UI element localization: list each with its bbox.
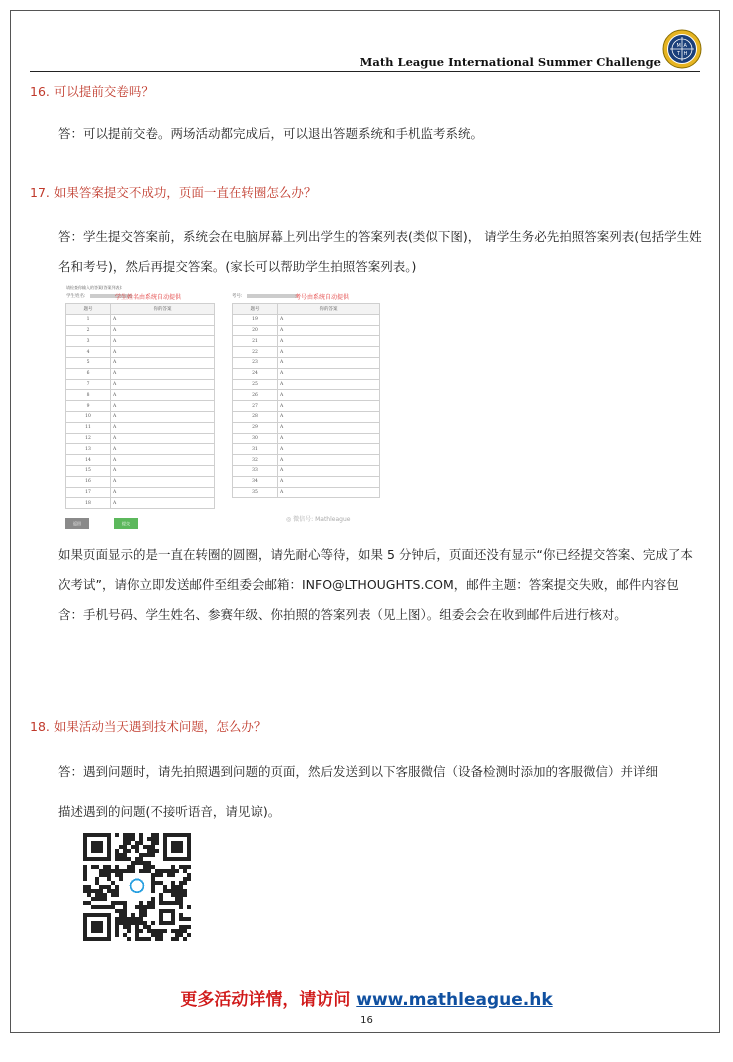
question-number-cell: 13 <box>66 444 111 455</box>
table-row <box>66 357 215 368</box>
page-number: 16 <box>360 1015 373 1026</box>
table-row <box>66 444 215 455</box>
table-row <box>233 465 380 476</box>
answer-cell: A <box>278 476 380 487</box>
answer-cell: A <box>278 444 380 455</box>
answer-cell: A <box>278 357 380 368</box>
question-number-cell: 21 <box>233 336 278 347</box>
table-row <box>66 476 215 487</box>
col-answer-header: 你的答案 <box>278 304 380 315</box>
answer-16: 答：可以提前交卷。两场活动都完成后，可以退出答题系统和手机监考系统。 <box>58 126 484 141</box>
question-number-cell: 31 <box>233 444 278 455</box>
question-number-cell: 2 <box>66 325 111 336</box>
question-number-cell: 7 <box>66 379 111 390</box>
answer-17: 答：学生提交答案前，系统会在电脑屏幕上列出学生的答案列表(类似下图)， 请学生务必先拍照答案列表(包括学生姓名和考号)，然后再提交答案。(家长可以帮助学生拍照答案列表。) <box>58 229 702 274</box>
question-17: 17. 如果答案提交不成功，页面一直在转圈怎么办？ <box>30 185 317 200</box>
question-number-cell: 29 <box>233 422 278 433</box>
question-number-cell: 14 <box>66 455 111 466</box>
answer-table-right <box>232 303 380 498</box>
table-row <box>66 422 215 433</box>
answer-cell: A <box>278 487 380 498</box>
table-row <box>66 433 215 444</box>
answer-cell: A <box>111 368 215 379</box>
answer-cell: A <box>278 390 380 401</box>
student-name-note: 学生姓名由系统自动提供 <box>115 294 182 301</box>
question-number-cell: 27 <box>233 401 278 412</box>
svg-text:T: T <box>677 51 681 57</box>
question-number-cell: 24 <box>233 368 278 379</box>
answer-cell: A <box>111 411 215 422</box>
question-number-cell: 33 <box>233 465 278 476</box>
table-row <box>233 390 380 401</box>
table-row <box>66 379 215 390</box>
table-row <box>233 314 380 325</box>
website-link[interactable]: www.mathleague.hk <box>356 990 553 1010</box>
question-number-cell: 4 <box>66 347 111 358</box>
question-number-cell: 16 <box>66 476 111 487</box>
answer-table-left <box>65 303 215 509</box>
answer-cell: A <box>278 379 380 390</box>
question-number-cell: 32 <box>233 455 278 466</box>
col-number-header: 题号 <box>66 304 111 315</box>
table-row <box>66 487 215 498</box>
question-number-cell: 3 <box>66 336 111 347</box>
question-number-cell: 25 <box>233 379 278 390</box>
answer-cell: A <box>111 444 215 455</box>
answer-cell: A <box>111 422 215 433</box>
question-16: 16. 可以提前交卷吗？ <box>30 84 154 99</box>
redacted-id <box>247 294 297 298</box>
table-row <box>66 390 215 401</box>
answer-17-followup: 如果页面显示的是一直在转圈的圆圈，请先耐心等待，如果 5 分钟后，页面还没有显示“你已经提交答案、完成了本次考试”，请你立即发送邮件至组委会邮箱：INFO@LTHOUGHTS.COM，邮件主题：答案提交失败，邮件内容包含：手机号码、学生姓名、参赛年级、你拍照的答案列表（见上图）。组委会会在收到邮件后进行核对。 <box>58 547 693 622</box>
answer-cell: A <box>111 336 215 347</box>
question-number-cell: 19 <box>233 314 278 325</box>
answer-cell: A <box>111 401 215 412</box>
table-row <box>233 487 380 498</box>
question-number-cell: 15 <box>66 465 111 476</box>
table-row <box>233 325 380 336</box>
answer-cell: A <box>111 476 215 487</box>
answer-18-line2: 描述遇到的问题(不接听语音，请见谅)。 <box>58 804 281 819</box>
table-row <box>66 498 215 509</box>
student-name-label: 学生姓名: <box>66 293 132 299</box>
table-row <box>66 455 215 466</box>
question-number-cell: 34 <box>233 476 278 487</box>
table-row <box>233 433 380 444</box>
svg-text:M: M <box>676 43 681 49</box>
table-row <box>233 422 380 433</box>
table-row <box>66 368 215 379</box>
question-number-cell: 28 <box>233 411 278 422</box>
question-number-cell: 8 <box>66 390 111 401</box>
answer-cell: A <box>111 433 215 444</box>
answer-cell: A <box>278 465 380 476</box>
question-number-cell: 12 <box>66 433 111 444</box>
question-18: 18. 如果活动当天遇到技术问题，怎么办？ <box>30 719 267 734</box>
table-row <box>66 314 215 325</box>
question-number-cell: 23 <box>233 357 278 368</box>
wechat-icon: ◎ <box>286 516 292 523</box>
answer-cell: A <box>278 401 380 412</box>
answer-cell: A <box>278 325 380 336</box>
question-number-cell: 26 <box>233 390 278 401</box>
answer-18-line1: 答：遇到问题时，请先拍照遇到问题的页面，然后发送到以下客服微信（设备检测时添加的客服微信）并详细 <box>58 764 659 779</box>
submit-button[interactable]: 提交 <box>114 518 138 529</box>
answer-cell: A <box>278 336 380 347</box>
answer-cell: A <box>111 379 215 390</box>
col-number-header: 题号 <box>233 304 278 315</box>
question-number-cell: 5 <box>66 357 111 368</box>
table-row <box>233 368 380 379</box>
wechat-watermark: ◎ 微信号: Mathleague <box>286 516 351 523</box>
answer-cell: A <box>278 411 380 422</box>
answer-cell: A <box>111 498 215 509</box>
student-id-note: 考号由系统自动提供 <box>295 294 350 301</box>
table-row <box>233 357 380 368</box>
question-number-cell: 20 <box>233 325 278 336</box>
question-number-cell: 10 <box>66 411 111 422</box>
table-row <box>66 336 215 347</box>
question-number-cell: 18 <box>66 498 111 509</box>
wechat-qr-code-icon <box>83 833 191 941</box>
answer-cell: A <box>111 357 215 368</box>
table-row <box>233 411 380 422</box>
answer-cell: A <box>111 455 215 466</box>
answer-cell: A <box>278 314 380 325</box>
answer-list-screenshot <box>60 282 390 532</box>
answer-cell: A <box>278 347 380 358</box>
answer-cell: A <box>111 465 215 476</box>
question-number-cell: 9 <box>66 401 111 412</box>
table-row <box>66 411 215 422</box>
header-rule <box>30 71 700 72</box>
answer-cell: A <box>111 487 215 498</box>
answer-cell: A <box>111 325 215 336</box>
question-number-cell: 11 <box>66 422 111 433</box>
answer-cell: A <box>111 347 215 358</box>
table-row <box>233 336 380 347</box>
table-row <box>66 325 215 336</box>
answer-cell: A <box>111 390 215 401</box>
back-button[interactable]: 返回 <box>65 518 89 529</box>
answer-cell: A <box>111 314 215 325</box>
svg-text:H: H <box>683 51 688 57</box>
svg-text:A: A <box>683 43 687 49</box>
col-answer-header: 你的答案 <box>111 304 215 315</box>
question-number-cell: 35 <box>233 487 278 498</box>
table-row <box>66 465 215 476</box>
table-row <box>233 401 380 412</box>
table-row <box>233 444 380 455</box>
table-row <box>66 401 215 412</box>
table-row <box>233 379 380 390</box>
answer-cell: A <box>278 433 380 444</box>
answer-cell: A <box>278 422 380 433</box>
student-id-label: 考号: <box>232 293 297 299</box>
question-number-cell: 1 <box>66 314 111 325</box>
table-row <box>233 347 380 358</box>
question-number-cell: 22 <box>233 347 278 358</box>
footer-cta: 更多活动详情，请访问 www.mathleague.hk <box>180 990 553 1010</box>
answer-cell: A <box>278 455 380 466</box>
question-number-cell: 30 <box>233 433 278 444</box>
table-row <box>233 455 380 466</box>
question-number-cell: 6 <box>66 368 111 379</box>
screenshot-caption: 请检查你输入的答案(答案列表): <box>66 285 123 290</box>
answer-cell: A <box>278 368 380 379</box>
math-league-logo-icon <box>662 29 702 69</box>
header-title: Math League International Summer Challenge <box>359 55 661 69</box>
table-row <box>66 347 215 358</box>
question-number-cell: 17 <box>66 487 111 498</box>
table-row <box>233 476 380 487</box>
